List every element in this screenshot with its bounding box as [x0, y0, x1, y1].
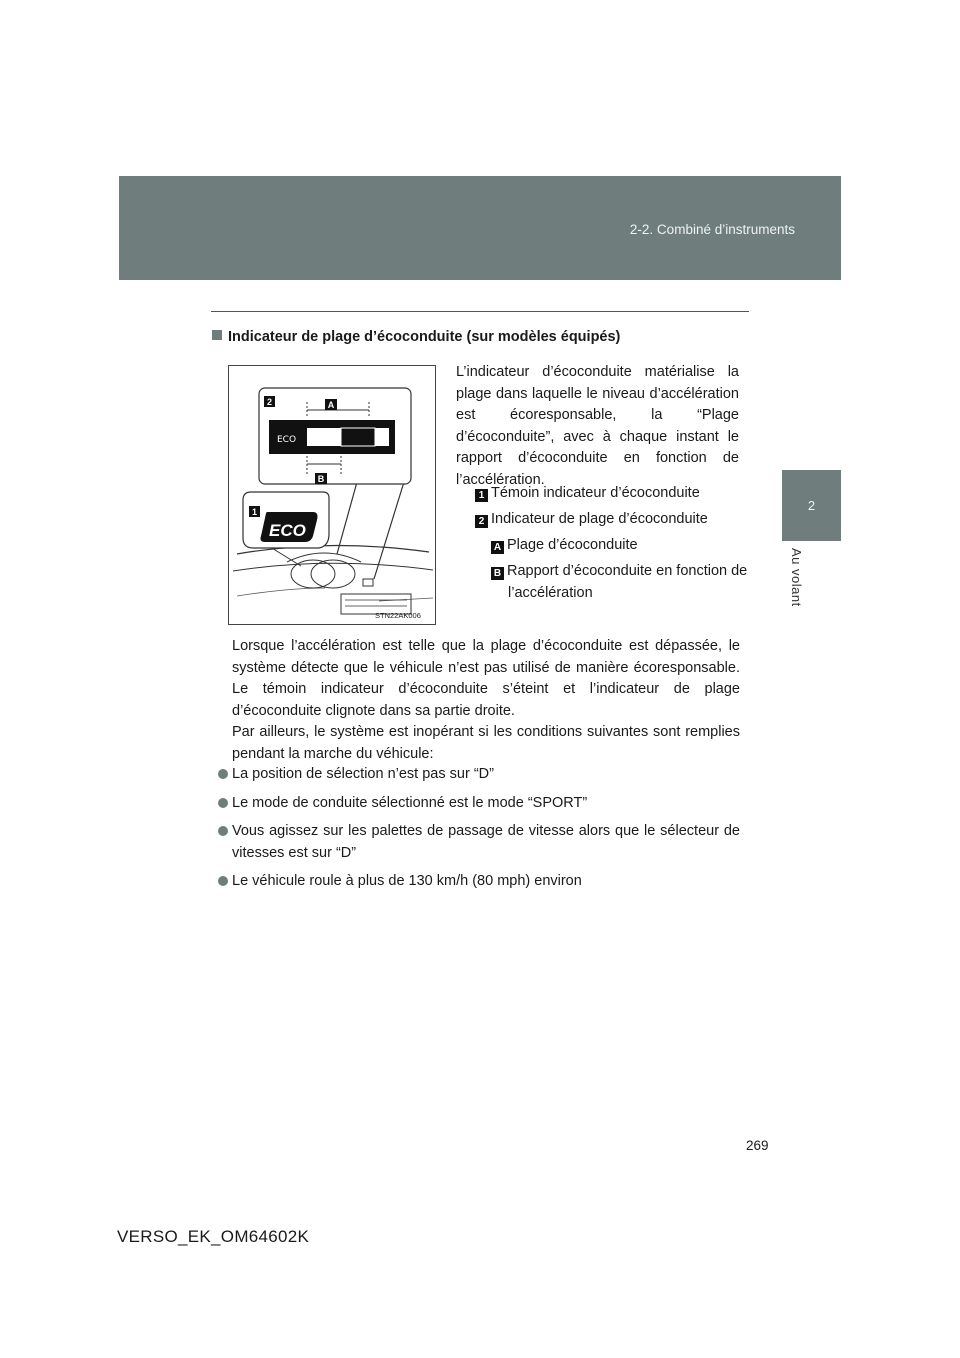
eco-indicator-drawing: [229, 366, 435, 624]
bullet-icon: [218, 798, 228, 808]
eco-mini-label: ECO: [277, 435, 297, 445]
figure-code: STN22AK006: [375, 611, 421, 620]
eco-lamp-label: ECO: [269, 521, 306, 540]
legend-badge: 1: [475, 489, 488, 502]
chapter-label-text: Au volant: [789, 548, 804, 607]
legend-text: Plage d’écoconduite: [507, 537, 638, 553]
intro-paragraph: L’indicateur d’écoconduite matérialise la plage dans laquelle le niveau d’accélération est écoresponsable, la “Plage d’écoconduite”, avec à chaque instant le rapport d’écoconduite en fonction de l’accélération.: [456, 364, 739, 488]
list-item: Vous agissez sur les palettes de passage de vitesse alors que le sélecteur de vitesses est sur “D”: [218, 821, 740, 864]
legend-badge: 2: [475, 515, 488, 528]
heading-text: Indicateur de plage d’écoconduite (sur modèles équipés): [228, 329, 621, 345]
condition-list: [218, 764, 740, 900]
chapter-tab: [782, 470, 841, 541]
body-paragraph: Lorsque l’accélération est telle que la plage d’écoconduite est dépassée, le système détecte que le véhicule n’est pas utilisé de manière écoresponsable. Le témoin indicateur d’écoconduite s’éteint et l’indicateur de plage d’écoconduite clignote dans sa partie droite.: [232, 638, 740, 719]
callout-a: A: [327, 400, 335, 410]
callout-1: 1: [251, 507, 258, 517]
eco-indicator-illustration: [228, 365, 436, 625]
subsection-heading: [212, 329, 620, 345]
legend-item-2: [475, 509, 745, 531]
legend-badge: B: [491, 567, 504, 580]
legend-item-1: [475, 483, 745, 505]
bullet-icon: [218, 826, 228, 836]
legend-badge: A: [491, 541, 504, 554]
legend-text: Indicateur de plage d’écoconduite: [491, 511, 708, 527]
chapter-header: [119, 176, 841, 280]
section-divider: [211, 311, 749, 312]
square-bullet-icon: [212, 330, 222, 340]
body-paragraph: Par ailleurs, le système est inopérant si les conditions suivantes sont remplies pendant la marche du véhicule:: [232, 724, 740, 762]
bullet-icon: [218, 769, 228, 779]
legend-item-b: [491, 561, 758, 604]
chapter-number: 2: [807, 498, 816, 513]
legend-text: Témoin indicateur d’écoconduite: [491, 485, 700, 501]
chapter-label: [789, 548, 809, 618]
list-item: La position de sélection n’est pas sur “D”: [218, 764, 740, 786]
legend-item-a: [491, 535, 741, 557]
document-code: VERSO_EK_OM64602K: [117, 1227, 310, 1246]
list-item: Le véhicule roule à plus de 130 km/h (80 mph) environ: [218, 871, 740, 893]
callout-2: 2: [266, 397, 273, 407]
list-item: Le mode de conduite sélectionné est le mode “SPORT”: [218, 793, 740, 815]
callout-b: B: [317, 474, 325, 484]
bullet-icon: [218, 876, 228, 886]
section-title: 2-2. Combiné d’instruments: [629, 222, 795, 237]
page-number: 269: [746, 1138, 769, 1153]
legend-text: Rapport d’écoconduite en fonction de l’accélération: [507, 563, 748, 601]
body-text: [232, 636, 740, 765]
